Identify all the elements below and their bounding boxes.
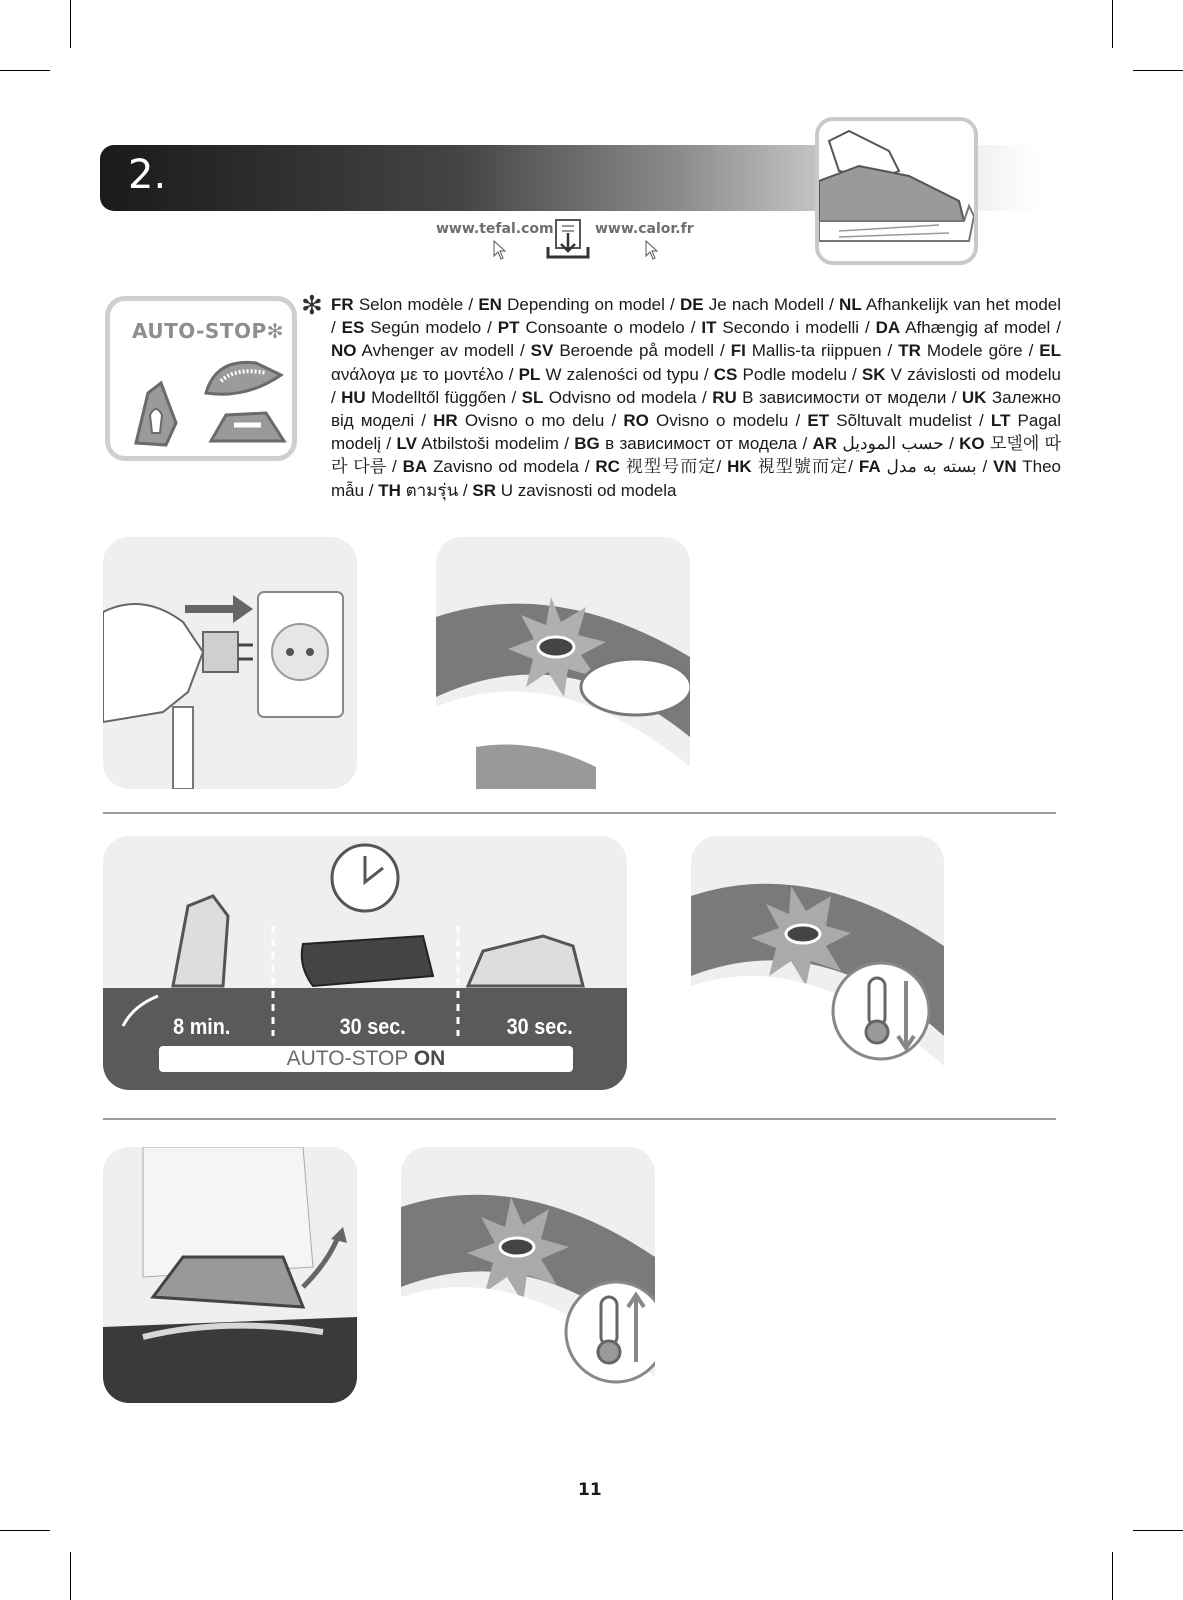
language-code: VN: [993, 457, 1017, 477]
crop-mark: [1112, 1552, 1113, 1600]
language-phrase: Afhængig af model /: [900, 318, 1061, 338]
language-entry: [331, 341, 531, 360]
language-code: BG: [574, 434, 600, 454]
timeline-label-30sec-b: 30 sec.: [506, 1014, 573, 1039]
crop-mark: [0, 70, 50, 71]
language-phrase: Avhenger av modell /: [356, 341, 531, 361]
language-code: FA: [858, 457, 881, 477]
language-phrase: Atbilstoši modelim /: [416, 434, 575, 454]
section-divider: [103, 1118, 1056, 1120]
language-phrase: Залежно від моделі /: [331, 387, 1062, 431]
language-phrase: В зависимости от модели /: [736, 387, 962, 407]
language-code: PT: [497, 318, 520, 338]
cursor-icon: [645, 240, 659, 260]
language-entry: [876, 318, 1061, 337]
cooling-indicator-illustration: [691, 836, 944, 1090]
language-entry: [498, 318, 702, 337]
language-code: TH: [378, 480, 401, 500]
unplug-illustration: [103, 537, 357, 789]
language-phrase: Secondo i modelli /: [716, 318, 876, 338]
language-entry: [898, 341, 1039, 360]
language-code: DA: [875, 318, 901, 338]
language-code: CS: [713, 364, 738, 384]
language-code: FR: [331, 295, 354, 314]
language-entry: [807, 411, 991, 430]
language-phrase: U zavisnosti od modela: [495, 480, 677, 500]
language-phrase: 视型号而定/: [619, 457, 728, 477]
language-entry: [433, 411, 623, 430]
language-phrase: Theo mẫu /: [331, 457, 1061, 500]
language-phrase: Consoante o modelo /: [519, 318, 702, 338]
crop-mark: [1112, 0, 1113, 48]
language-entry: [396, 434, 574, 453]
language-code: TR: [898, 341, 921, 361]
language-entry: [519, 365, 714, 384]
language-phrase: Je nach Modell /: [703, 295, 840, 314]
language-code: HK: [727, 457, 752, 477]
language-code: HU: [341, 387, 366, 407]
language-phrase: Sõltuvalt mudelist /: [829, 411, 991, 431]
language-code: SK: [861, 364, 886, 384]
autostop-model-box: [105, 296, 297, 461]
crop-mark: [70, 0, 71, 48]
cursor-icon: [493, 240, 507, 260]
language-entry: [813, 434, 960, 453]
language-code: RO: [623, 411, 649, 431]
language-code: IT: [701, 318, 717, 338]
language-code: PL: [518, 364, 541, 384]
language-code: KO: [959, 434, 985, 454]
language-phrase: Odvisno od modela /: [543, 387, 713, 407]
timeline-label-8min: 8 min.: [173, 1014, 231, 1039]
crop-mark: [1133, 70, 1183, 71]
language-entry: [378, 481, 472, 500]
language-phrase: V závislosti od modelu /: [331, 364, 1061, 407]
language-code: LV: [396, 434, 417, 454]
language-phrase: Según modelo /: [364, 318, 498, 338]
language-entry: [331, 295, 478, 314]
language-entry: [680, 295, 839, 314]
language-entry: [712, 388, 962, 407]
language-entry: [714, 365, 862, 384]
language-phrase: بسته به مدل /: [880, 457, 994, 477]
language-entry: [472, 481, 676, 500]
language-entry: [342, 318, 498, 337]
language-code: ET: [807, 411, 830, 431]
language-code: UK: [961, 387, 987, 407]
language-code: LT: [990, 411, 1011, 431]
language-entry: [731, 341, 899, 360]
language-code: EN: [478, 295, 502, 314]
language-phrase: Selon modèle /: [353, 295, 479, 314]
language-phrase: Afhankelijk van het model /: [331, 295, 1062, 338]
language-phrase: Modele göre /: [920, 341, 1040, 361]
language-code: EL: [1039, 341, 1062, 361]
language-code: AR: [812, 434, 838, 454]
language-phrase: ตามรุ่น /: [400, 480, 473, 500]
crop-mark: [70, 1552, 71, 1600]
language-phrase: Modelltől függően /: [365, 387, 522, 407]
language-code: NO: [331, 341, 357, 361]
language-entry: [574, 434, 812, 453]
download-document-icon: [546, 217, 590, 265]
language-entry: [341, 388, 521, 407]
resume-ironing-illustration: [103, 1147, 357, 1403]
language-phrase: 視型號而定/: [751, 457, 859, 477]
language-code: BA: [402, 457, 428, 477]
language-entry: [727, 457, 859, 476]
language-phrase: Ovisno o mo delu /: [457, 411, 624, 431]
language-code: SV: [530, 341, 554, 361]
language-entry: [623, 411, 807, 430]
language-phrase: ανάλογα με το μοντέλο /: [331, 364, 519, 384]
language-phrase: Pagal modelį /: [331, 411, 1062, 454]
crop-mark: [0, 1530, 50, 1531]
page-number: 11: [578, 1480, 602, 1500]
language-phrase: W zaleności od typu /: [540, 364, 714, 384]
language-phrase: Zavisno od modela /: [427, 457, 596, 477]
language-entry: [531, 341, 731, 360]
language-code: SL: [521, 387, 544, 407]
language-phrase: Mallis-ta riippuen /: [745, 341, 899, 361]
language-code: ES: [341, 318, 365, 338]
timeline-label-30sec-a: 30 sec.: [339, 1014, 406, 1039]
language-entry: [701, 318, 875, 337]
language-phrase: Podle modelu /: [737, 364, 862, 384]
language-entry: [478, 295, 680, 314]
crop-mark: [1133, 1530, 1183, 1531]
autostop-label: AUTO-STOP✻: [132, 319, 284, 343]
language-phrase: 모델에 따라 다름 /: [331, 434, 1061, 477]
language-phrase: Beroende på modell /: [553, 341, 731, 361]
model-dependency-text: [331, 293, 1061, 502]
language-entry: [522, 388, 713, 407]
light-on-illustration: [436, 537, 690, 789]
language-phrase: Ovisno o modelu /: [648, 411, 808, 431]
asterisk-icon: ✻: [301, 291, 323, 321]
language-code: DE: [679, 295, 704, 314]
iron-hand-thumbnail: [815, 117, 978, 265]
language-code: RU: [712, 387, 737, 407]
language-phrase: حسب الموديل /: [837, 434, 960, 454]
language-phrase: в зависимост от модела /: [599, 434, 813, 454]
heating-indicator-illustration: [401, 1147, 655, 1403]
language-phrase: Depending on model /: [501, 295, 680, 314]
language-code: FI: [730, 341, 746, 361]
step-number: 2.: [128, 152, 167, 198]
language-code: NL: [839, 295, 862, 314]
section-divider: [103, 812, 1056, 814]
calor-link[interactable]: www.calor.fr: [595, 221, 694, 237]
language-code: HR: [433, 411, 458, 431]
tefal-link[interactable]: www.tefal.com: [436, 221, 554, 237]
language-code: SR: [472, 480, 496, 500]
language-entry: [859, 457, 993, 476]
autostop-status-bar: AUTO-STOP ON: [159, 1046, 573, 1072]
language-code: RC: [595, 457, 620, 477]
iron-models-icon: [126, 353, 288, 453]
language-entry: [595, 457, 727, 476]
language-entry: [403, 457, 596, 476]
